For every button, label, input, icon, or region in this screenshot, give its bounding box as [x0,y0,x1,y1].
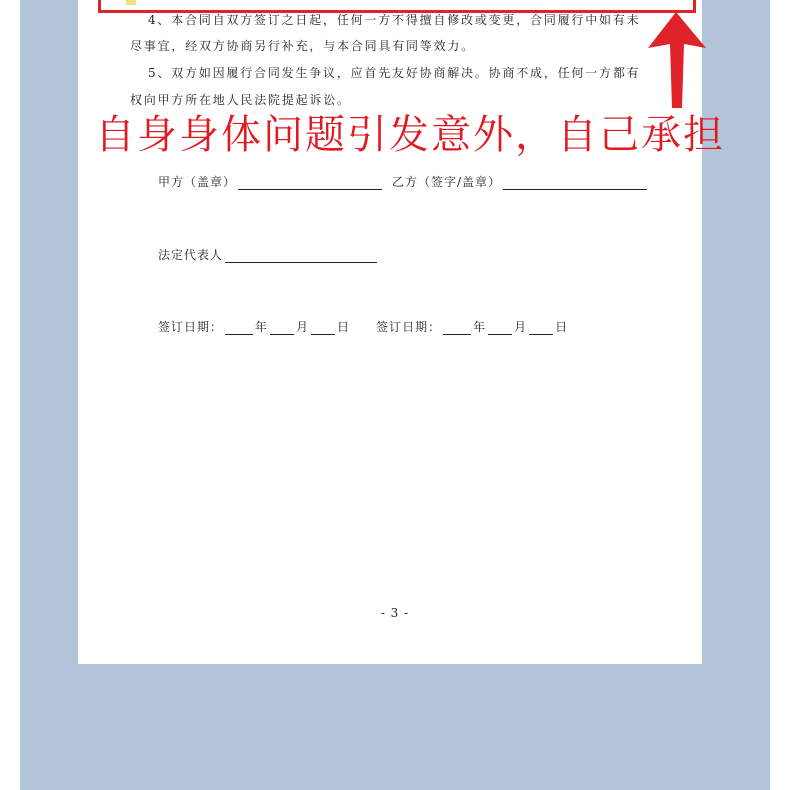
clause-5-line-1: 5、双方如因履行合同发生争议，应首先友好协商解决。协商不成，任何一方都有 [148,66,641,80]
sign-date-label-b: 签订日期： [376,320,442,334]
page-number: - 3 - [380,606,410,620]
day-b-line[interactable] [529,322,553,335]
clause-4-line-1: 4、本合同自双方签订之日起，任何一方不得擅自修改或变更，合同履行中如有未 [148,13,641,27]
day-a-label: 日 [337,320,351,334]
highlight-box [98,0,696,13]
highlight-marker [126,0,136,5]
month-b-line[interactable] [488,322,512,335]
signature-row-dates [158,318,568,335]
clause-4-line-2: 尽事宜，经双方协商另行补充，与本合同具有同等效力。 [130,39,476,53]
clause-5-line-2: 权向甲方所在地人民法院提起诉讼。 [130,93,351,107]
party-a-label: 甲方（盖章） [158,175,237,189]
party-b-line[interactable] [503,177,647,190]
day-b-label: 日 [555,320,569,334]
month-a-line[interactable] [270,322,294,335]
year-a-label: 年 [255,320,269,334]
month-b-label: 月 [514,320,528,334]
signature-row-parties [158,173,649,190]
legal-rep-label: 法定代表人 [158,248,224,262]
year-b-line[interactable] [443,322,471,335]
party-b-label: 乙方（签字/盖章） [392,175,502,189]
party-a-line[interactable] [238,177,382,190]
red-arrow-icon [640,12,720,112]
legal-rep-line[interactable] [225,250,377,263]
year-a-line[interactable] [225,322,253,335]
day-a-line[interactable] [311,322,335,335]
year-b-label: 年 [473,320,487,334]
sign-date-label-a: 签订日期： [158,320,224,334]
month-a-label: 月 [296,320,310,334]
signature-row-legal-rep [158,246,379,263]
annotation-text: 自身身体问题引发意外，自己承担 [95,112,725,158]
